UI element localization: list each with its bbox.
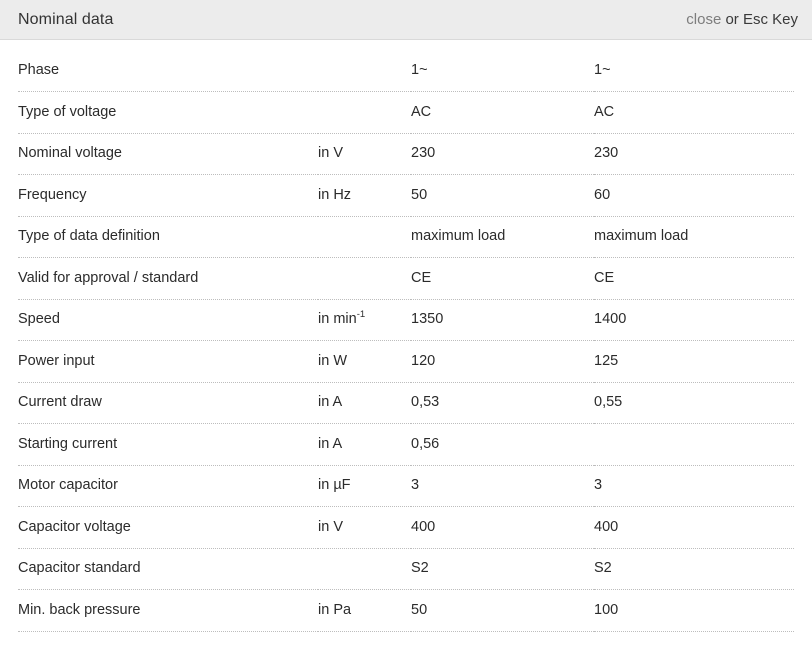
spec-unit-exponent: -1: [356, 309, 366, 321]
spec-value-column-1: 120: [411, 341, 594, 383]
panel-titlebar: [0, 0, 812, 40]
spec-unit-text: in min: [318, 311, 357, 328]
spec-unit: [318, 258, 411, 300]
spec-value-column-1: 1~: [411, 50, 594, 92]
spec-unit: [318, 548, 411, 590]
spec-value-column-2: [594, 424, 794, 466]
table-row: [18, 175, 794, 217]
esc-key-text: or Esc Key: [721, 11, 798, 28]
spec-label: Capacitor voltage: [18, 507, 318, 549]
spec-label: Motor capacitor: [18, 465, 318, 507]
spec-value-column-2: 400: [594, 507, 794, 549]
spec-label: Phase: [18, 50, 318, 92]
spec-unit: in A: [318, 382, 411, 424]
table-row: [18, 133, 794, 175]
spec-value-column-2: 1400: [594, 299, 794, 341]
spec-value-column-2: 60: [594, 175, 794, 217]
spec-label: Power input: [18, 341, 318, 383]
spec-label: Type of voltage: [18, 92, 318, 134]
spec-value-column-2: AC: [594, 92, 794, 134]
spec-table-container: [0, 40, 812, 665]
spec-value-column-2: S2: [594, 548, 794, 590]
spec-value-column-1: 3: [411, 465, 594, 507]
spec-value-column-1: 50: [411, 175, 594, 217]
spec-label: Valid for approval / standard: [18, 258, 318, 300]
table-row: [18, 590, 794, 632]
table-row: [18, 507, 794, 549]
spec-label: Starting current: [18, 424, 318, 466]
table-row: [18, 216, 794, 258]
table-row: [18, 341, 794, 383]
spec-value-column-1: maximum load: [411, 216, 594, 258]
spec-unit: in V: [318, 507, 411, 549]
spec-unit: in A: [318, 424, 411, 466]
table-row: [18, 382, 794, 424]
spec-label: Speed: [18, 299, 318, 341]
spec-unit: [318, 92, 411, 134]
close-link[interactable]: close: [686, 11, 722, 28]
spec-unit: [318, 299, 411, 341]
spec-value-column-1: AC: [411, 92, 594, 134]
spec-label: Frequency: [18, 175, 318, 217]
spec-table-body: [18, 50, 794, 631]
nominal-data-table: [18, 50, 794, 632]
spec-value-column-2: maximum load: [594, 216, 794, 258]
table-row: [18, 258, 794, 300]
spec-unit: [318, 50, 411, 92]
table-row: [18, 50, 794, 92]
spec-unit: [318, 216, 411, 258]
spec-value-column-1: 0,56: [411, 424, 594, 466]
spec-value-column-2: 125: [594, 341, 794, 383]
table-row: [18, 465, 794, 507]
spec-label: Current draw: [18, 382, 318, 424]
spec-value-column-1: 50: [411, 590, 594, 632]
spec-label: Type of data definition: [18, 216, 318, 258]
spec-value-column-1: 230: [411, 133, 594, 175]
spec-value-column-1: 1350: [411, 299, 594, 341]
page-title: Nominal data: [18, 10, 114, 28]
table-row: [18, 424, 794, 466]
spec-unit: in V: [318, 133, 411, 175]
spec-value-column-2: 100: [594, 590, 794, 632]
spec-value-column-2: CE: [594, 258, 794, 300]
table-row: [18, 92, 794, 134]
spec-label: Nominal voltage: [18, 133, 318, 175]
spec-unit: in W: [318, 341, 411, 383]
spec-value-column-1: 400: [411, 507, 594, 549]
spec-unit: in µF: [318, 465, 411, 507]
close-hint: [686, 11, 798, 28]
spec-unit: in Pa: [318, 590, 411, 632]
table-row: [18, 299, 794, 341]
spec-value-column-2: 230: [594, 133, 794, 175]
spec-value-column-1: S2: [411, 548, 594, 590]
spec-value-column-2: 3: [594, 465, 794, 507]
spec-value-column-1: CE: [411, 258, 594, 300]
spec-value-column-2: 0,55: [594, 382, 794, 424]
spec-unit: in Hz: [318, 175, 411, 217]
spec-value-column-1: 0,53: [411, 382, 594, 424]
table-row: [18, 548, 794, 590]
spec-label: Capacitor standard: [18, 548, 318, 590]
spec-value-column-2: 1~: [594, 50, 794, 92]
spec-label: Min. back pressure: [18, 590, 318, 632]
